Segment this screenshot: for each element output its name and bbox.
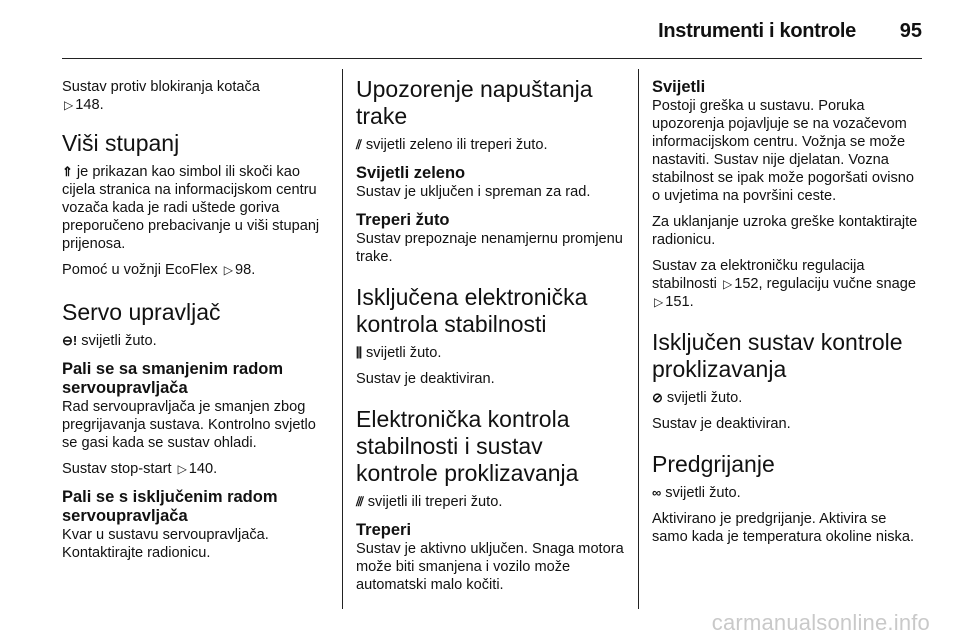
- svijetli-text: Postoji greška u sustavu. Poruka upozorenja pojavljuje se na vozačevom informacijskom centru. Vožnja se može nastaviti. Sustav nije djelatan. Vozna stabilnost se ipak može pogoršati ovisno o uvjetima na površini ceste.: [652, 98, 915, 204]
- predgrijanje-opis: Aktivirano je predgrijanje. Aktivira se samo kada je temperatura okoline niska.: [652, 511, 915, 545]
- heading-pali-smanjen: Pali se sa smanjenim radom servoupravljača: [62, 360, 284, 397]
- smanjen-text: Rad servoupravljača je smanjen zbog pregrijavanja sustava. Kontrolno svjetlo se gasi kada se sustav ohladi.: [62, 399, 316, 451]
- ref-arrow-icon: ▷: [177, 462, 187, 476]
- heading-servo: Servo upravljač: [62, 299, 221, 325]
- servo-text: ⊖! svijetli žuto.: [62, 333, 157, 349]
- ecoflex-text: Pomoć u vožnji EcoFlex ▷ 98.: [62, 262, 256, 278]
- stop-start-text: Sustav stop-start ▷ 140.: [62, 461, 218, 477]
- isklj-sustav-deaktiviran: Sustav je deaktiviran.: [652, 416, 791, 432]
- treperi-zuto-text: Sustav prepoznaje nenamjernu promjenu trake.: [356, 231, 623, 265]
- esc-off-icon: ⫼: [356, 345, 362, 360]
- column-2: [356, 62, 624, 594]
- ref-arrow-icon: ▷: [654, 295, 664, 309]
- abs-text: Sustav protiv blokiranja kotača ▷ 148.: [62, 79, 260, 113]
- tc-off-icon: ⊘: [652, 390, 663, 405]
- predgrijanje-text: ∞ svijetli žuto.: [652, 485, 741, 501]
- watermark: carmanualsonline.info: [711, 610, 930, 635]
- iskljucena-text: ⫼ svijetli žuto.: [356, 345, 442, 361]
- ref-arrow-icon: ▷: [223, 263, 234, 277]
- isklj-sustav-text: ⊘ svijetli žuto.: [652, 390, 743, 406]
- svijetli-radionica: Za uklanjanje uzroka greške kontaktirajte radionicu.: [652, 214, 918, 248]
- header-rule: [62, 58, 922, 59]
- heading-svijetli: Svijetli: [652, 78, 706, 96]
- steering-warning-icon: ⊖!: [62, 333, 78, 348]
- heading-pali-isklj: Pali se s isključenim radom servoupravljača: [62, 488, 278, 525]
- heading-predgrijanje: Predgrijanje: [652, 451, 775, 477]
- column-divider-2: [638, 69, 639, 609]
- svijetli-refs: Sustav za elektroničku regulacija stabilnosti ▷ 152, regulaciju vučne snage ▷ 151.: [652, 258, 916, 310]
- ref-arrow-icon: ▷: [64, 98, 74, 112]
- heading-upozorenje: Upozorenje napuštanja trake: [356, 76, 593, 129]
- zeleno-text: Sustav je uključen i spreman za rad.: [356, 184, 591, 200]
- column-divider-1: [342, 69, 343, 609]
- column-1: [62, 62, 330, 562]
- heading-treperi: Treperi: [356, 521, 412, 539]
- page-title: Instrumenti i kontrole: [658, 20, 856, 42]
- lane-departure-icon: ⫽: [356, 137, 362, 152]
- heading-svijetli-zeleno: Svijetli zeleno: [356, 164, 466, 182]
- column-3: [652, 62, 920, 546]
- glow-plug-icon: ∞: [652, 485, 662, 500]
- esc-icon: ⫻: [356, 494, 364, 509]
- shift-up-icon: ⇑: [62, 164, 73, 179]
- iskljucena-deaktiviran: Sustav je deaktiviran.: [356, 371, 495, 387]
- page-header: [62, 16, 922, 46]
- page-number: 95: [899, 20, 922, 42]
- heading-isklj-sustav: Isključen sustav kontrole proklizavanja: [652, 329, 903, 382]
- heading-iskljucena-kontrola: Isključena elektronička kontrola stabilnosti: [356, 284, 588, 337]
- heading-elektronicka: Elektronička kontrola stabilnosti i sustav kontrole proklizavanja: [356, 406, 579, 486]
- elektronicka-text: ⫻ svijetli ili treperi žuto.: [356, 494, 503, 510]
- heading-visi-stupanj: Viši stupanj: [62, 130, 180, 156]
- visi-text: ⇑ je prikazan kao simbol ili skoči kao cijela stranica na informacijskom centru vozača kada je radi uštede goriva preporučeno prebacivanje u viši stupanj prijenosa.: [62, 164, 320, 252]
- isklj-text: Kvar u sustavu servoupravljača. Kontaktirajte radionicu.: [62, 527, 269, 561]
- treperi-text: Sustav je aktivno uključen. Snaga motora može biti smanjena i vozilo može automatski malo kočiti.: [356, 541, 624, 593]
- upozorenje-text: ⫽ svijetli zeleno ili treperi žuto.: [356, 137, 548, 153]
- heading-treperi-zuto: Treperi žuto: [356, 211, 450, 229]
- ref-arrow-icon: ▷: [722, 277, 733, 291]
